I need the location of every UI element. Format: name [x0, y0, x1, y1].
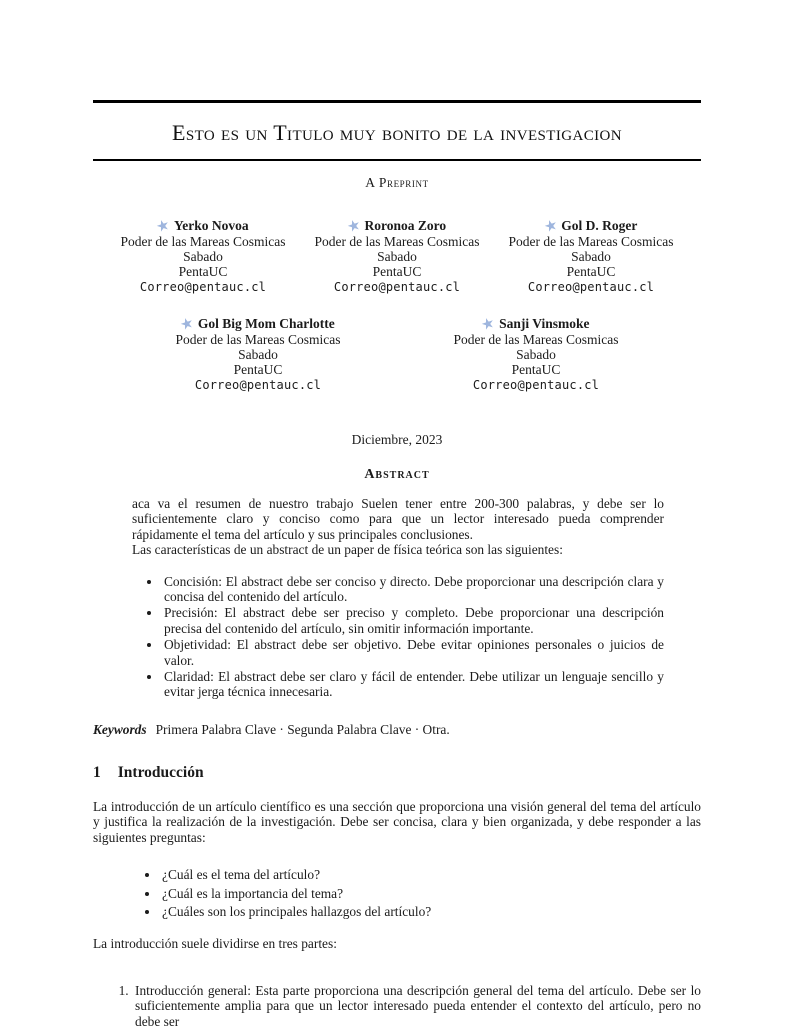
- section-number: 1: [93, 763, 101, 781]
- intro-bullet-list: [93, 867, 701, 919]
- numbered-item: 1. Introducción general: Esta parte proporciona una descripción general del tema del artículo. Debe ser lo suficientemente amplia para que un lector interesado pueda entender el contexto del artículo, pero no debe ser: [132, 983, 701, 1028]
- abstract-bullet: • Precisión: El abstract debe ser preciso y completo. Debe proporcionar una descripción precisa del contenido del artículo, sin omitir información importante.: [162, 605, 664, 636]
- author-affiliation: PentaUC: [233, 362, 283, 377]
- author-email: Correo@pentauc.cl: [194, 378, 322, 392]
- preprint-label: A Preprint: [365, 175, 429, 190]
- abstract-heading: Abstract: [364, 467, 430, 482]
- author-block: [306, 218, 488, 295]
- abstract-bullet: • Objetividad: El abstract debe ser objetivo. Debe evitar opiniones personales o juicios de valor.: [162, 637, 664, 668]
- author-block: [112, 218, 294, 295]
- author-block: [500, 218, 682, 295]
- paper-date: Diciembre, 2023: [351, 432, 443, 447]
- intro-bullet: • ¿Cuál es la importancia del tema?: [160, 886, 701, 901]
- author-name: ★ Gol D. Roger: [542, 216, 638, 235]
- keywords-label: Keywords: [93, 721, 147, 737]
- intro-numbered-list: [93, 983, 701, 1028]
- intro-bullet: • ¿Cuáles son los principales hallazgos del artículo?: [160, 904, 701, 919]
- keywords-line: [93, 722, 701, 738]
- author-affiliation: PentaUC: [372, 264, 422, 279]
- author-email: Correo@pentauc.cl: [472, 378, 600, 392]
- paper-content: [93, 0, 701, 1028]
- author-affiliation: Poder de las Mareas Cosmicas: [314, 234, 480, 249]
- author-affiliation: Sabado: [571, 249, 611, 264]
- author-block: [167, 316, 349, 393]
- author-affiliation: Poder de las Mareas Cosmicas: [120, 234, 286, 249]
- abstract-bullet-list: [132, 574, 664, 700]
- star-icon: ★: [345, 216, 362, 235]
- star-icon: ★: [542, 216, 559, 235]
- title-rule: [93, 159, 701, 161]
- top-rule: [93, 100, 701, 103]
- abstract-paragraph-1: aca va el resumen de nuestro trabajo Suelen tener entre 200-300 palabras, y debe ser lo suficientemente claro y conciso como para que un lector interesado pueda comprender rápidamente el tema del artículo y sus principales conclusiones.: [132, 496, 664, 542]
- author-email: Correo@pentauc.cl: [139, 280, 267, 294]
- star-icon: ★: [155, 216, 172, 235]
- abstract-bullet: • Claridad: El abstract debe ser claro y fácil de entender. Debe utilizar un lenguaje sencillo y evitar jerga técnica innecesaria.: [162, 669, 664, 700]
- author-affiliation: PentaUC: [178, 264, 228, 279]
- author-affiliation: Poder de las Mareas Cosmicas: [508, 234, 674, 249]
- authors-row-2: [93, 316, 701, 393]
- paper-title: Esto es un Titulo muy bonito de la investigacion: [172, 120, 622, 145]
- author-affiliation: Sabado: [377, 249, 417, 264]
- abstract-bullet: • Concisión: El abstract debe ser conciso y directo. Debe proporcionar una descripción clara y concisa del contenido del artículo.: [162, 574, 664, 605]
- star-icon: ★: [179, 314, 195, 333]
- author-affiliation: Sabado: [516, 347, 556, 362]
- author-affiliation: PentaUC: [511, 362, 561, 377]
- abstract-paragraph-2: Las características de un abstract de un paper de física teórica son las siguientes:: [132, 542, 563, 558]
- author-affiliation: Poder de las Mareas Cosmicas: [453, 332, 619, 347]
- section-title: Introducción: [117, 763, 204, 781]
- author-email: Correo@pentauc.cl: [527, 280, 655, 294]
- keywords-text: Primera Palabra Clave · Segunda Palabra Clave · Otra.: [155, 721, 450, 737]
- author-affiliation: PentaUC: [566, 264, 616, 279]
- author-name: ★ Roronoa Zoro: [345, 216, 447, 235]
- author-affiliation: Sabado: [183, 249, 223, 264]
- intro-bullet: • ¿Cuál es el tema del artículo?: [160, 867, 701, 882]
- author-block: [445, 316, 627, 393]
- author-email: Correo@pentauc.cl: [333, 280, 461, 294]
- author-affiliation: Poder de las Mareas Cosmicas: [175, 332, 341, 347]
- abstract-body: [132, 496, 664, 700]
- authors-row-1: [93, 218, 701, 295]
- star-icon: ★: [480, 314, 497, 333]
- author-name: ★ Gol Big Mom Charlotte: [179, 314, 335, 333]
- intro-paragraph-1: La introducción de un artículo científico es una sección que proporciona una visión general del tema del artículo y justifica la realización de la investigación. Debe ser concisa, clara y bien organizada, y debe responder a las siguientes preguntas:: [93, 798, 701, 845]
- intro-paragraph-2: La introducción suele dividirse en tres partes:: [93, 936, 337, 952]
- section-heading-introduction: [93, 764, 701, 782]
- author-name: ★ Yerko Novoa: [155, 216, 249, 235]
- author-name: ★ Sanji Vinsmoke: [480, 314, 590, 333]
- author-affiliation: Sabado: [238, 347, 278, 362]
